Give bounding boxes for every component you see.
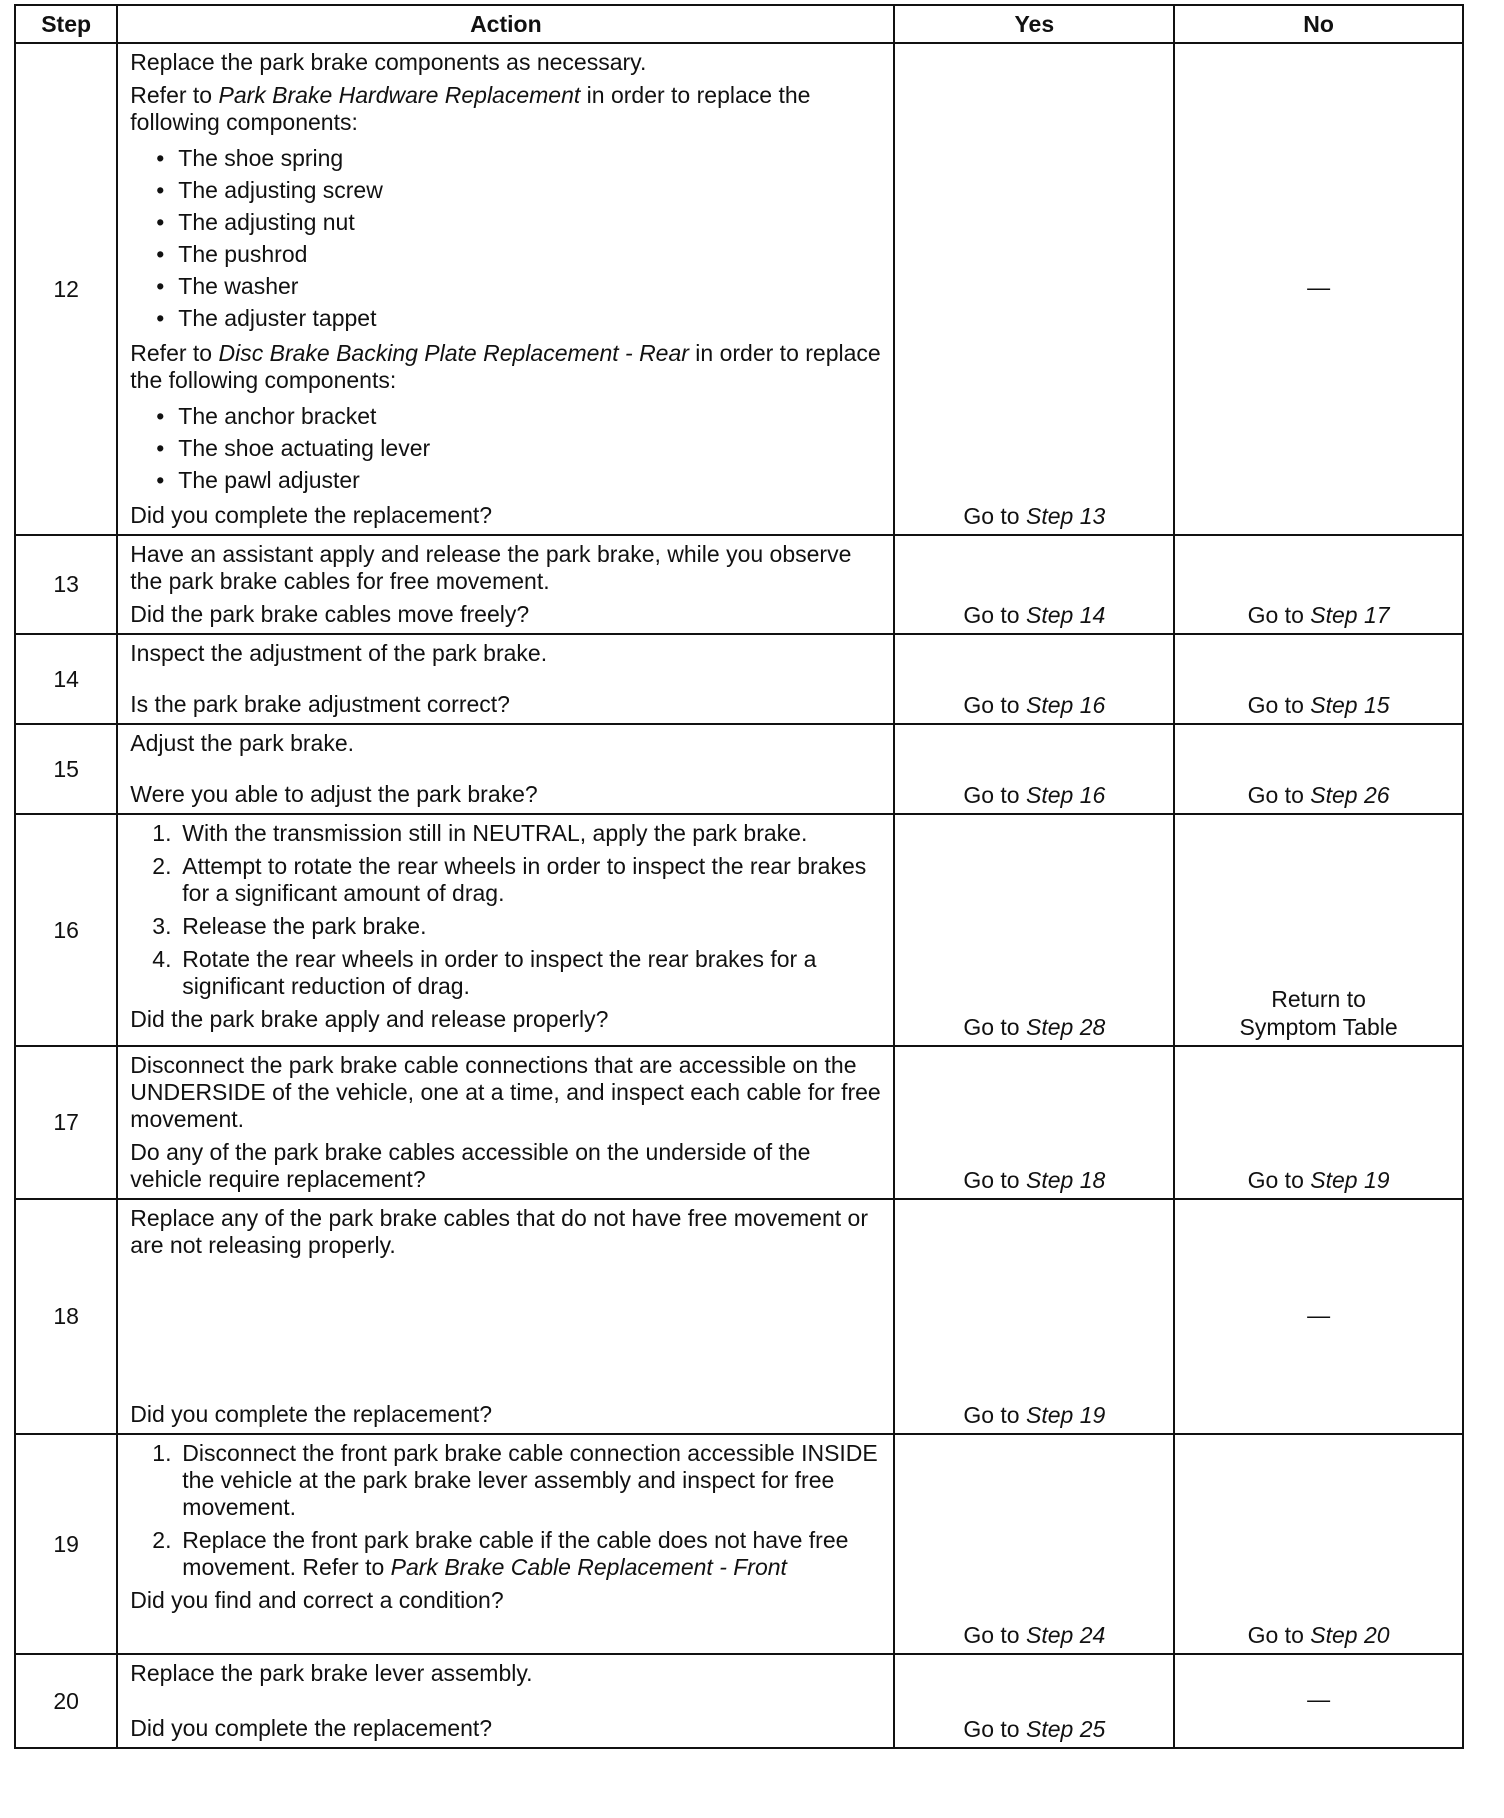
step-number: 13 <box>15 535 117 634</box>
list-item: • The pushrod <box>154 238 883 270</box>
table-row <box>15 724 1463 814</box>
header-yes: Yes <box>894 5 1174 43</box>
step-link: Step 13 <box>1025 503 1106 529</box>
step-link: Step 16 <box>1025 692 1106 718</box>
header-action: Action <box>117 5 894 43</box>
yes-cell: Go to Step 16 <box>894 724 1174 814</box>
list-item: • The shoe spring <box>154 142 883 174</box>
table-row <box>15 634 1463 724</box>
step-link: Step 26 <box>1310 782 1390 808</box>
action-question: Did you find and correct a condition? <box>130 1587 504 1613</box>
action-text: Adjust the park brake. <box>130 730 355 756</box>
action-cell <box>117 724 894 814</box>
header-row <box>15 5 1463 43</box>
table-row <box>15 535 1463 634</box>
action-cell <box>117 634 894 724</box>
action-question: Do any of the park brake cables accessible on the underside of the vehicle require replacement? <box>130 1139 811 1192</box>
table-row <box>15 814 1463 1046</box>
step-link: Step 19 <box>1310 1167 1390 1193</box>
no-cell: Go to Step 15 <box>1174 634 1463 724</box>
reference-link: Park Brake Hardware Replacement <box>218 82 581 108</box>
list-item: 1. Disconnect the front park brake cable connection accessible INSIDE the vehicle at the park brake lever assembly and inspect for free movement. <box>152 1440 878 1520</box>
header-no: No <box>1174 5 1463 43</box>
yes-cell: Go to Step 14 <box>894 535 1174 634</box>
step-link: Step 16 <box>1025 782 1106 808</box>
action-cell <box>117 535 894 634</box>
action-cell <box>117 1434 894 1654</box>
table-row <box>15 1434 1463 1654</box>
table-row <box>15 43 1463 535</box>
header-step: Step <box>15 5 117 43</box>
no-cell: — <box>1174 43 1463 535</box>
list-item: • The shoe actuating lever <box>154 432 883 464</box>
action-question: Were you able to adjust the park brake? <box>130 781 538 807</box>
no-cell: — <box>1174 1654 1463 1748</box>
procedure-list <box>130 1440 883 1581</box>
reference-link: Disc Brake Backing Plate Replacement - Rear <box>218 340 689 366</box>
table-row <box>15 1654 1463 1748</box>
yes-cell: Go to Step 18 <box>894 1046 1174 1199</box>
action-question: Did the park brake apply and release properly? <box>130 1006 609 1032</box>
list-item: • The pawl adjuster <box>154 464 883 496</box>
action-cell <box>117 1654 894 1748</box>
action-text: Replace the park brake lever assembly. <box>130 1660 533 1686</box>
step-link: Step 28 <box>1025 1014 1106 1040</box>
component-list <box>130 400 883 496</box>
procedure-list <box>130 820 883 1000</box>
no-cell: Go to Step 26 <box>1174 724 1463 814</box>
yes-cell: Go to Step 16 <box>894 634 1174 724</box>
list-item: 2. Attempt to rotate the rear wheels in order to inspect the rear brakes for a significant amount of drag. <box>152 853 867 906</box>
step-link: Step 15 <box>1310 692 1390 718</box>
action-text: Inspect the adjustment of the park brake. <box>130 640 548 666</box>
list-item: • The anchor bracket <box>154 400 883 432</box>
table-row <box>15 1046 1463 1199</box>
action-cell <box>117 43 894 535</box>
list-item: 1. With the transmission still in NEUTRAL, apply the park brake. <box>152 820 808 846</box>
yes-cell: Go to Step 25 <box>894 1654 1174 1748</box>
yes-cell: Go to Step 19 <box>894 1199 1174 1434</box>
step-link: Step 17 <box>1310 602 1390 628</box>
step-link: Step 18 <box>1025 1167 1106 1193</box>
no-cell: Go to Step 19 <box>1174 1046 1463 1199</box>
no-cell: Go to Step 17 <box>1174 535 1463 634</box>
action-cell <box>117 1199 894 1434</box>
action-reference: Refer to Disc Brake Backing Plate Replacement - Rear in order to replace the following components: <box>130 340 881 393</box>
step-number: 12 <box>15 43 117 535</box>
step-number: 19 <box>15 1434 117 1654</box>
action-text: Replace the park brake components as necessary. <box>130 49 647 75</box>
no-cell: Return to Symptom Table <box>1174 814 1463 1046</box>
step-link: Step 24 <box>1025 1622 1106 1648</box>
step-link: Step 20 <box>1310 1622 1390 1648</box>
action-text: Replace any of the park brake cables that do not have free movement or are not releasing properly. <box>130 1205 868 1258</box>
step-number: 16 <box>15 814 117 1046</box>
list-item: • The adjusting screw <box>154 174 883 206</box>
list-item: 3. Release the park brake. <box>152 913 427 939</box>
step-number: 14 <box>15 634 117 724</box>
action-cell <box>117 814 894 1046</box>
list-item: 4. Rotate the rear wheels in order to inspect the rear brakes for a significant reduction of drag. <box>152 946 817 999</box>
no-cell: — <box>1174 1199 1463 1434</box>
list-item: 2. Replace the front park brake cable if the cable does not have free movement. Refer to Park Brake Cable Replacement - Front <box>152 1527 849 1580</box>
action-question: Did you complete the replacement? <box>130 502 493 528</box>
reference-link: Park Brake Cable Replacement - Front <box>390 1554 787 1580</box>
action-question: Did the park brake cables move freely? <box>130 601 530 627</box>
action-reference: Refer to Park Brake Hardware Replacement in order to replace the following components: <box>130 82 811 135</box>
step-number: 15 <box>15 724 117 814</box>
diagnostic-table <box>14 4 1464 1749</box>
action-question: Did you complete the replacement? <box>130 1715 493 1741</box>
action-cell <box>117 1046 894 1199</box>
component-list <box>130 142 883 334</box>
action-text: Disconnect the park brake cable connections that are accessible on the UNDERSIDE of the vehicle, one at a time, and inspect each cable for free movement. <box>130 1052 881 1132</box>
table-row <box>15 1199 1463 1434</box>
action-text: Have an assistant apply and release the park brake, while you observe the park brake cables for free movement. <box>130 541 852 594</box>
step-link: Step 14 <box>1025 602 1106 628</box>
yes-cell: Go to Step 28 <box>894 814 1174 1046</box>
step-number: 18 <box>15 1199 117 1434</box>
step-number: 20 <box>15 1654 117 1748</box>
yes-cell: Go to Step 24 <box>894 1434 1174 1654</box>
action-question: Did you complete the replacement? <box>130 1401 493 1427</box>
step-number: 17 <box>15 1046 117 1199</box>
step-link: Step 19 <box>1025 1402 1106 1428</box>
list-item: • The washer <box>154 270 883 302</box>
list-item: • The adjuster tappet <box>154 302 883 334</box>
action-question: Is the park brake adjustment correct? <box>130 691 510 717</box>
no-cell: Go to Step 20 <box>1174 1434 1463 1654</box>
list-item: • The adjusting nut <box>154 206 883 238</box>
step-link: Step 25 <box>1025 1716 1106 1742</box>
yes-cell: Go to Step 13 <box>894 43 1174 535</box>
